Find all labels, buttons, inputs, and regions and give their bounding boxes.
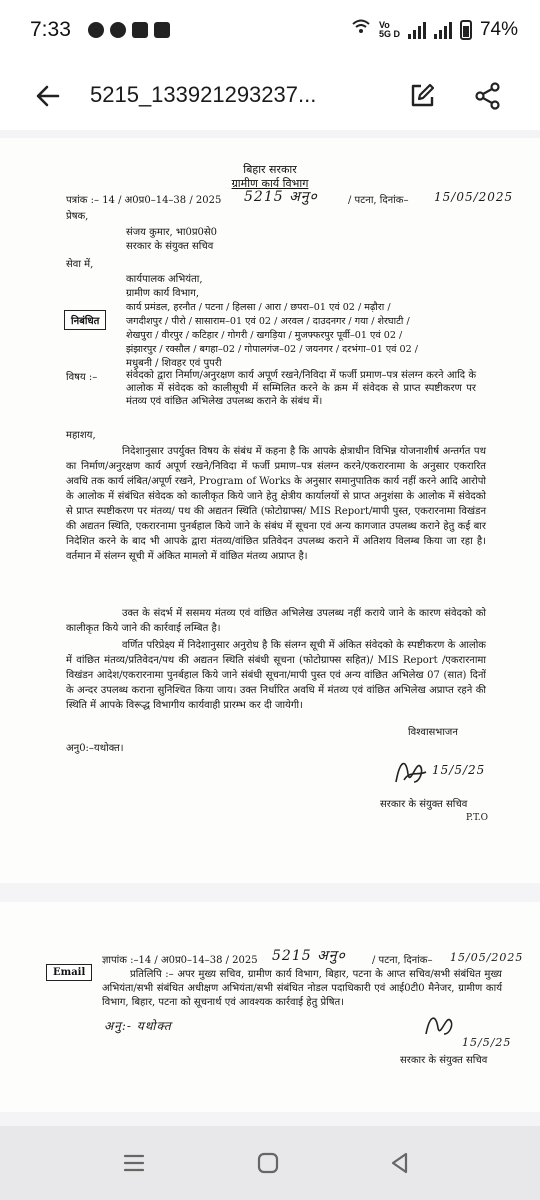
subject-label: विषय :– xyxy=(66,372,98,383)
app-bar xyxy=(0,62,540,130)
paragraph-2: उक्त के संदर्भ में ससमय मंतव्य एवं वांछित अभिलेख उपलब्ध नहीं कराये जाने के कारण संवेदको को कालीकृत किये जाने की कार्रवाई लम्बित है। xyxy=(66,608,486,634)
status-right xyxy=(351,18,518,42)
edit-icon[interactable] xyxy=(404,78,440,114)
copy-reference-handwritten: 5215 अनु० xyxy=(272,948,346,964)
signal-2-icon xyxy=(434,21,452,39)
signature-date: 15/5/25 xyxy=(432,763,486,777)
letter-reference: पत्रांक :– 14 / अ0प्र0–14–38 / 2025 xyxy=(66,195,222,206)
copy-reference: ज्ञापांक :–14 / अ0प्र0–14–38 / 2025 xyxy=(102,955,258,966)
paragraph-1: निदेशानुसार उपर्युक्त विषय के संबंध में कहना है कि आपके क्षेत्राधीन विभिन्न योजनाशीर्ष अन्तर्गत पथ का निर्माण/अनुरक्षण कार्य अपूर्ण रखने/निविदा में फर्जी प्रमाण–पत्र संलग्न करने/एकरारनामा के अनुसार एकरारित अवधि तक कार्य लंबित/अपूर्ण रखने, Program of Works के अनुसार समानुपातिक कार्य नहीं करने आदि आरोपो के आलोक में संबंधित संवेदक को कालीकृत किये जाने हेतु क्षेत्रीय कार्यालयों से प्राप्त अनुशंसा के आलोक में संवेदको से प्राप्त स्पष्टीकरण पर मंतव्य/ पथ की अद्यतन स्थिति (फोटोग्राफ्स/ MIS Report/मापी पुस्त, एकरारनामा विखंडन की अद्यतन स्थिति, एकरारनामा पुनर्बहाल किये जाने के संबंध में सूचना एवं अन्य कागजात उपलब्ध कराने हेतु कई बार निदेशित करने के बाद भी आपके द्वारा मंतव्य/वांछित प्रतिवेदन उपलब्ध कराने में अतिशय विलम्ब किया जा रहा है। वर्तमान में संलग्न सूची में अंकित मामलो में वांछित मंतव्य अप्राप्त है। xyxy=(66,446,486,562)
copy-signature-date: 15/5/25 xyxy=(462,1036,512,1049)
date-handwritten: 15/05/2025 xyxy=(434,190,514,204)
navigation-bar xyxy=(0,1126,540,1200)
share-icon[interactable] xyxy=(470,78,506,114)
city-date-label: / पटना, दिनांक– xyxy=(348,195,409,206)
copy-text: प्रतिलिपि :– अपर मुख्य सचिव, ग्रामीण कार्य विभाग, बिहार, पटना के आप्त सचिव/सभी संबंधित मुख्य अभियंता/सभी संबंधित अधीक्षण अभियंता/सभी संबंधित नोडल पदाधिकारी एवं आई0टी0 मैनेजर, ग्रामीण कार्य विभाग, बिहार, पटना को सूचनार्थ एवं आवश्यक कार्रवाई हेतु प्रेषित। xyxy=(102,969,502,1008)
to-line-3: कार्य प्रमंडल, हरनौत / पटना / हिलसा / आरा / छपरा–01 एवं 02 / मढ़ौरा / xyxy=(126,302,391,313)
pdf-icon xyxy=(154,22,170,38)
to-line-4: जगदीशपुर / पीरो / सासाराम–01 एवं 02 / अरवल / दाउदनगर / गया / शेरघाटी / xyxy=(126,316,410,327)
copy-enclosure-handwritten: अनु:- यथोक्त xyxy=(104,1019,172,1033)
signer-title: सरकार के संयुक्त सचिव xyxy=(380,799,468,810)
sender-name: संजय कुमार, भा0प्र0से0 xyxy=(126,227,218,238)
salutation: महाशय, xyxy=(66,430,96,441)
to-line-2: ग्रामीण कार्य विभाग, xyxy=(126,288,200,299)
to-line-7: मधुबनी / शिवहर एवं पुपरी xyxy=(126,358,222,369)
copy-signer-title: सरकार के संयुक्त सचिव xyxy=(400,1055,488,1066)
government-heading: बिहार सरकार xyxy=(243,163,297,176)
gmail-icon xyxy=(132,22,148,38)
reference-handwritten: 5215 अनु० xyxy=(244,189,318,205)
sender-title: सरकार के संयुक्त सचिव xyxy=(126,241,214,252)
wifi-call-icon xyxy=(351,18,371,42)
paragraph-3: वर्णित परिप्रेक्ष्य में निदेशानुसार अनुरोध है कि संलग्न सूची में अंकित संवेदको के स्पष्टीकरण के आलोक में वांछित मंतव्य/प्रतिवेदन/पथ की अद्यतन स्थिति संबंधी सूचना (फोटोग्राफ्स सहित)/ MIS Report /एकरारनामा विखंडन आदेश/एकरारनामा पुनर्बहाल किये जाने संबंधी सूचना/मापी पुस्त एवं अन्य वांछित अभिलेख 07 (सात) दिनों के अन्दर उपलब्ध कराना सुनिश्चित किया जाय। उक्त निर्धारित अवधि में मंतव्य एवं वांछित अभिलेख अप्राप्त रहने की स्थिति में आपके विरूद्ध विभागीय कार्यवाही प्रारम्भ कर दी जायेगी। xyxy=(66,640,486,711)
file-title: 5215_133921293237... xyxy=(90,82,317,107)
notification-icons xyxy=(88,22,170,38)
back-triangle-icon[interactable] xyxy=(384,1148,416,1178)
to-line-6: झंझारपुर / रक्सौल / बगहा–02 / गोपालगंज–02 / जयनगर / दरभंगा–01 एवं 02 / xyxy=(126,344,419,355)
email-stamp: Email xyxy=(46,964,92,981)
subject-text: संवेदको द्वारा निर्माण/अनुरक्षण कार्य अपूर्ण रखने/निविदा में फर्जी प्रमाण–पत्र संलग्न करने आदि के आलोक में संवेदक को कालीसूची में सम्मिलित करने के क्रम में संवेदक से प्राप्त स्पष्टीकरण पर मंतव्य एवं वांछित अभिलेख उपलब्ध कराने के संबंध में। xyxy=(126,370,476,407)
battery-percent: 74% xyxy=(479,19,518,40)
volte-label: Vo xyxy=(378,20,390,30)
network-type xyxy=(379,21,400,39)
registered-stamp: निबंधित xyxy=(64,310,106,330)
to-line-1: कार्यपालक अभियंता, xyxy=(126,274,203,285)
sender-label: प्रेषक, xyxy=(66,211,89,222)
to-line-5: शेखपुरा / वीरपुर / कटिहार / गोगरी / खगड़िया / मुजफ्फरपुर पूर्वी–01 एवं 02 / xyxy=(126,330,403,341)
to-label: सेवा में, xyxy=(66,259,94,270)
enclosure-note: अनु0:–यथोक्त। xyxy=(66,743,124,754)
closing-text: विश्वासभाजन xyxy=(408,727,458,738)
copy-date-handwritten: 15/05/2025 xyxy=(450,951,524,964)
5g-label: 5G D xyxy=(378,29,400,39)
copy-city-date-label: / पटना, दिनांक– xyxy=(372,955,433,966)
recents-icon[interactable] xyxy=(118,1148,150,1178)
home-icon[interactable] xyxy=(252,1148,284,1178)
chat-icon xyxy=(88,22,104,38)
document-page-2[interactable] xyxy=(0,902,540,1112)
signal-1-icon xyxy=(408,21,426,39)
department-heading: ग्रामीण कार्य विभाग xyxy=(231,177,309,190)
status-time: 7:33 xyxy=(30,18,71,41)
arrow-left-icon[interactable] xyxy=(30,78,66,114)
pto-label: P.T.O xyxy=(466,813,489,823)
whatsapp-icon xyxy=(110,22,126,38)
document-page-1[interactable] xyxy=(0,138,540,883)
battery-icon xyxy=(460,20,472,40)
status-bar xyxy=(0,0,540,62)
